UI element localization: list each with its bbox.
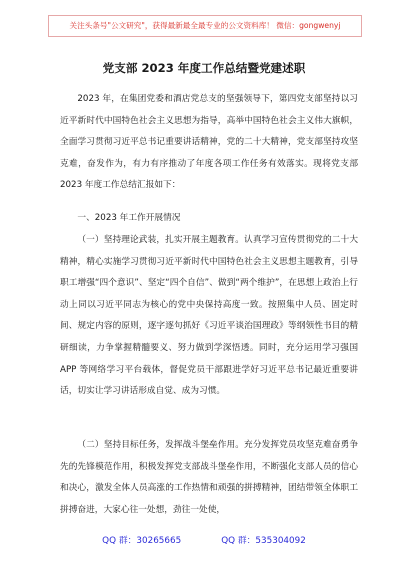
footer-contact (0, 534, 408, 548)
section-1-paragraph: （一）坚持理论武装，扎实开展主题教育。认真学习宣传贯彻党的二十大精神，精心实施学习贯彻习近平新时代中国特色社会主义思想主题教育，引导职工增强“四个意识”、坚定“四个自信”、做到“两个维护”，在思想上政治上行动上同以习近平同志为核心的党中央保持高度一致。按照集中人员、固定时间、规定内容的原则，逐字逐句抓好《习近平谈治国理政》等纲领性书目的精研细读，力争掌握精髓要义、努力做到学深悟透。同时，充分运用学习强国 APP 等网络学习平台载体，督促党员干部跟进学好习近平总书记最近重要讲话，切实让学习讲话形成自觉、成为习惯。 (60, 235, 358, 397)
document-title: 党支部 2023 年度工作总结暨党建述职 (102, 61, 306, 75)
promo-banner: 关注头条号"公文研究"，获得最新最全最专业的公文资料库！ 微信：gongwenyj (48, 15, 362, 37)
section-2-paragraph: （二）坚持目标任务，发挥战斗堡垒作用。充分发挥党员攻坚克难奋勇争先的先锋模范作用，积极发挥党支部战斗堡垒作用，不断强化支部人员的信心和决心，激发全体人员高涨的工作热情和顽强的拼搏精神，团结带领全体职工拼搏奋进，大家心往一处想，劲往一处使， (60, 440, 358, 515)
qq-group-1: QQ 群：30265665 (102, 536, 182, 546)
qq-group-2: QQ 群：535304092 (221, 536, 306, 546)
intro-paragraph: 2023 年，在集团党委和酒店党总支的坚强领导下，第四党支部坚持以习近平新时代中国特色社会主义思想为指导，高举中国特色社会主义伟大旗帜，全面学习贯彻习近平总书记重要讲话精神，党的二十大精神，党支部坚持攻坚克难，奋发作为，有力有序推动了年度各项工作任务有效落实。现将党支部 2023 年度工作总结汇报如下： (60, 94, 358, 191)
section-heading: 一、2023 年工作开展情况 (77, 213, 181, 223)
